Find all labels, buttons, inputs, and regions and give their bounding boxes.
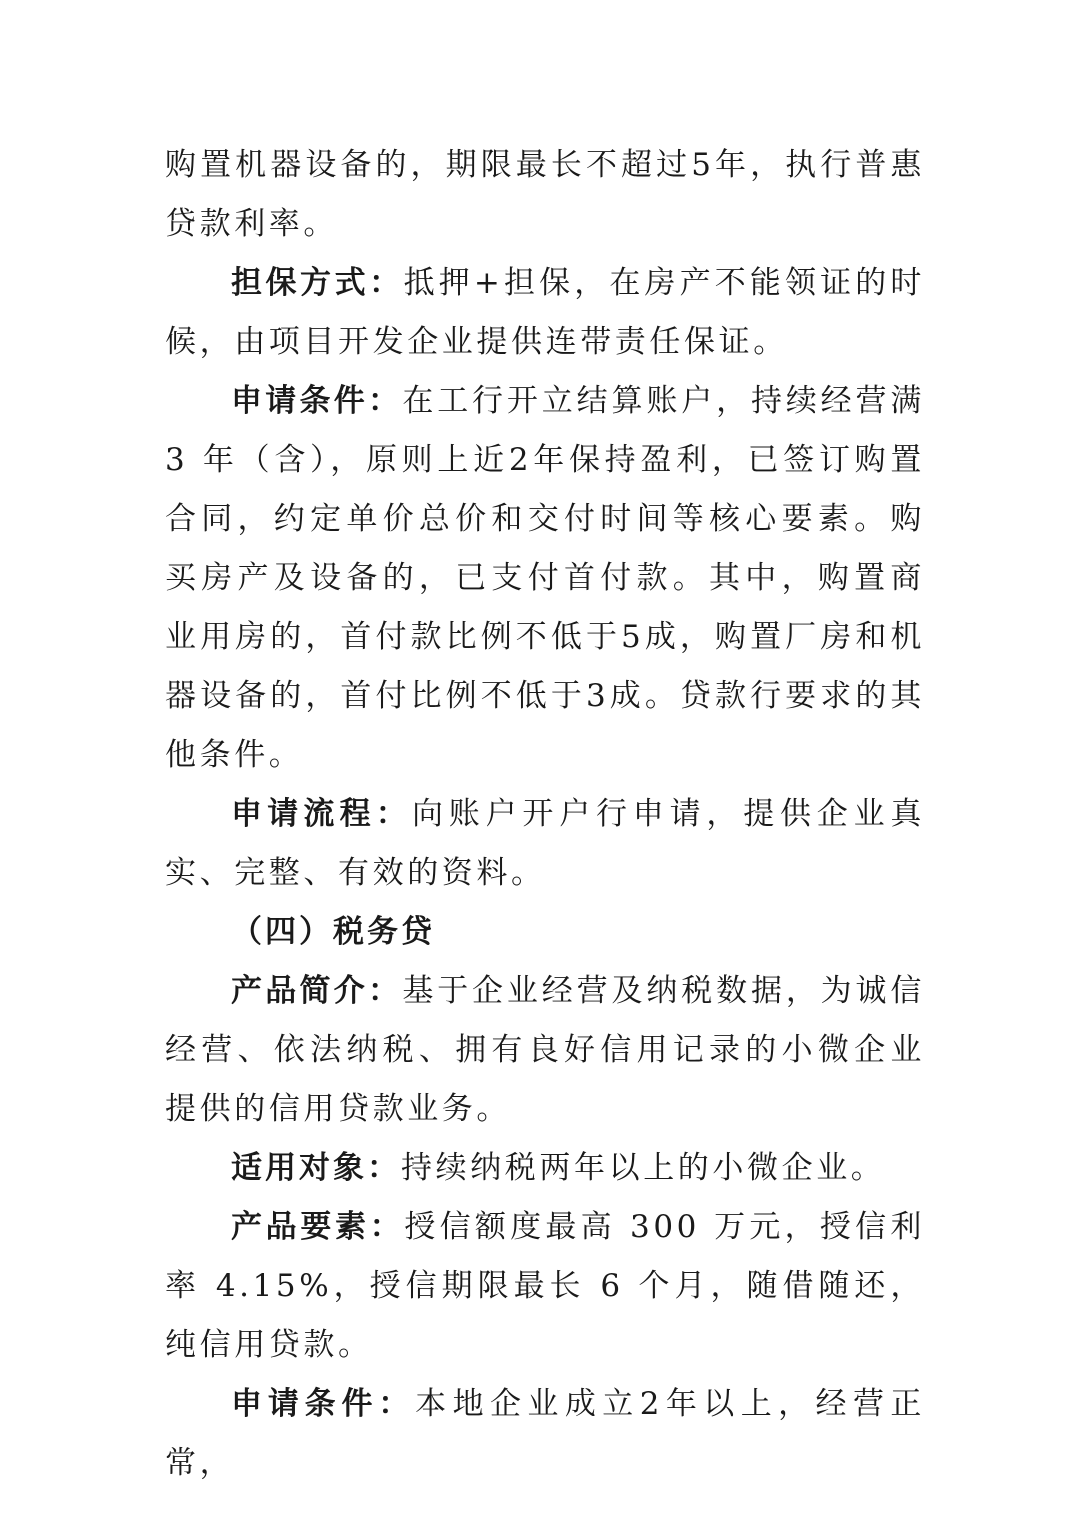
paragraph-text: 购置机器设备的，期限最长不超过5年，执行普惠贷款利率。 bbox=[165, 147, 925, 242]
paragraph-guarantee-method bbox=[165, 254, 925, 372]
paragraph-text: 向账户开户行申请，提供企业真实、完整、有效的资料。 bbox=[165, 796, 925, 891]
paragraph-text: 持续纳税两年以上的小微企业。 bbox=[401, 1150, 886, 1186]
paragraph-label: 申请流程： bbox=[231, 796, 412, 832]
paragraph-text: 本地企业成立2年以上，经营正常， bbox=[165, 1386, 926, 1481]
paragraph-label: 申请条件： bbox=[231, 1386, 416, 1422]
section-heading-tax-loan: （四）税务贷 bbox=[231, 914, 435, 950]
paragraph-application-conditions bbox=[165, 372, 925, 785]
paragraph-application-process bbox=[165, 785, 925, 903]
paragraph-label: 适用对象： bbox=[231, 1150, 401, 1186]
paragraph-text: 授信额度最高 300 万元，授信利率 4.15%，授信期限最长 6 个月，随借随还，纯信用贷款。 bbox=[165, 1209, 925, 1363]
document-page bbox=[165, 136, 925, 1493]
paragraph-text: 在工行开立结算账户，持续经营满 3 年（含），原则上近2年保持盈利，已签订购置合同，约定单价总价和交付时间等核心要素。购买房产及设备的，已支付首付款。其中，购置商业用房的，首付款比例不低于5成，购置厂房和机器设备的，首付比例不低于3成。贷款行要求的其他条件。 bbox=[165, 383, 926, 773]
paragraph-target-customers bbox=[165, 1139, 925, 1198]
paragraph-application-conditions-tax bbox=[165, 1375, 925, 1493]
paragraph-text: 基于企业经营及纳税数据，为诚信经营、依法纳税、拥有良好信用记录的小微企业提供的信用贷款业务。 bbox=[165, 973, 926, 1127]
paragraph-text: 抵押+担保，在房产不能领证的时候，由项目开发企业提供连带责任保证。 bbox=[165, 265, 925, 360]
paragraph-product-intro bbox=[165, 962, 925, 1139]
paragraph-label: 申请条件： bbox=[231, 383, 403, 419]
paragraph-label: 产品简介： bbox=[231, 973, 403, 1009]
paragraph-loan-term bbox=[165, 136, 925, 254]
paragraph-label: 担保方式： bbox=[231, 265, 404, 301]
paragraph-product-elements bbox=[165, 1198, 925, 1375]
paragraph-label: 产品要素： bbox=[231, 1209, 405, 1245]
